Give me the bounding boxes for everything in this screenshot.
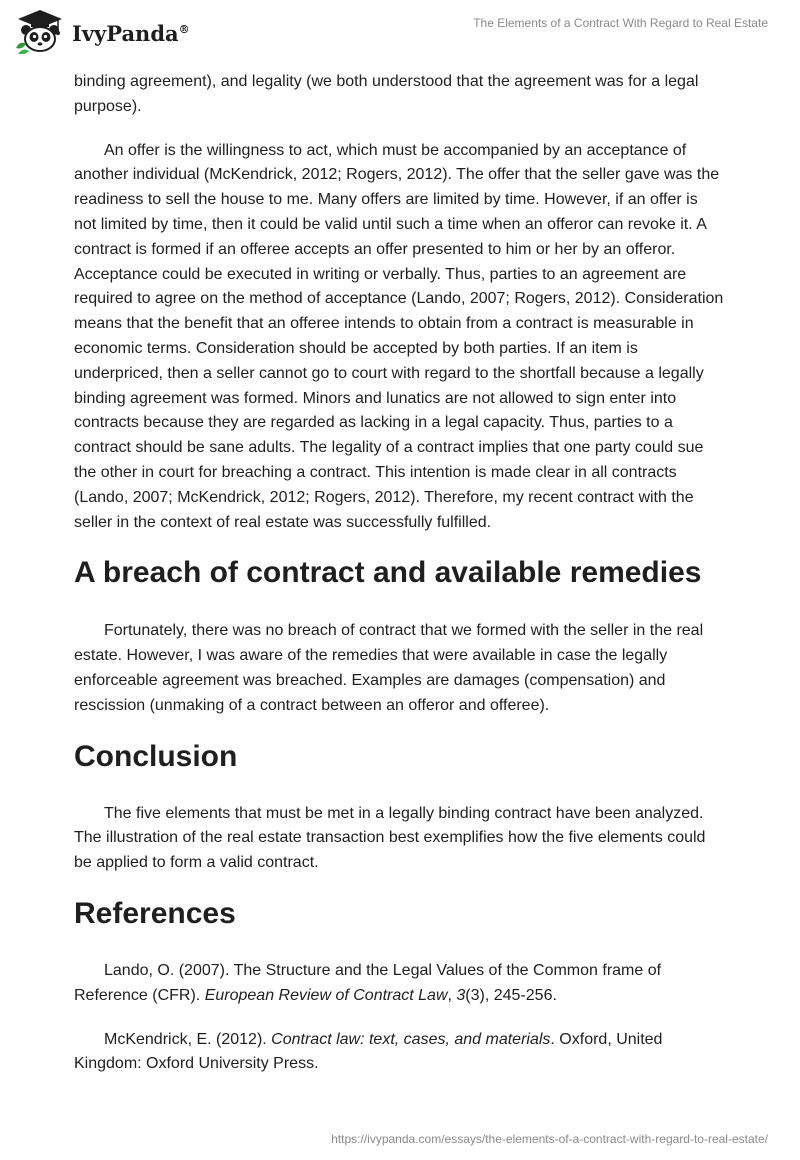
page-header <box>0 0 800 62</box>
reference-publisher: . Oxford, United Kingdom: Oxford University Press. <box>74 1030 663 1073</box>
brand-name: IvyPanda <box>72 20 179 46</box>
heading-breach: A breach of contract and available remedies <box>74 556 702 590</box>
reference-text: McKendrick, E. (2012). <box>104 1030 272 1048</box>
book-title: Contract law: text, cases, and materials <box>271 1030 551 1048</box>
reference-lando <box>74 959 724 1009</box>
ivypanda-logo[interactable] <box>14 8 190 54</box>
registered-mark: ® <box>178 22 190 36</box>
paragraph-conclusion: The five elements that must be met in a legally binding contract have been analyzed. The illustration of the real estate transaction best exemplifies how the five elements could be applied to form a valid contract. <box>74 804 706 872</box>
journal-volume: 3 <box>456 986 466 1004</box>
source-url[interactable]: https://ivypanda.com/essays/the-elements-of-a-contract-with-regard-to-real-estate/ <box>331 1132 768 1146</box>
reference-separator: , <box>447 986 457 1004</box>
paragraph-breach: Fortunately, there was no breach of contract that we formed with the seller in the real estate. However, I was aware of the remedies that were available in case the legally enforceable agreement was breached. Examples are damages (compensation) and rescission (unmaking of a contract between an offeror and offeree). <box>74 622 704 714</box>
essay-body <box>74 70 724 1077</box>
reference-pages: (3), 245-256. <box>465 986 557 1004</box>
document-title: The Elements of a Contract With Regard to Real Estate <box>473 16 768 30</box>
panda-graduate-icon <box>14 8 66 54</box>
heading-conclusion: Conclusion <box>74 739 238 773</box>
reference-text: Lando, O. (2007). The Structure and the Legal Values of the Common frame of Reference (CFR). <box>74 961 662 1004</box>
reference-mckendrick <box>74 1028 724 1078</box>
paragraph-continued: binding agreement), and legality (we both understood that the agreement was for a legal purpose). <box>74 73 699 115</box>
journal-title: European Review of Contract Law <box>204 986 448 1004</box>
heading-references: References <box>74 896 236 930</box>
paragraph-offer: An offer is the willingness to act, which must be accompanied by an acceptance of another individual (McKendrick, 2012; Rogers, 2012). The offer that the seller gave was the readiness to sell the house to me. Many offers are limited by time. However, if an offer is not limited by time, then it could be valid until such a time when an offeror can revoke it. A contract is formed if an offeree accepts an offer presented to him or her by an offeror. Acceptance could be executed in writing or verbally. Thus, parties to an agreement are required to agree on the method of acceptance (Lando, 2007; Rogers, 2012). Consideration means that the benefit that an offeree intends to obtain from a contract is measurable in economic terms. Consideration should be accepted by both parties. If an item is underpriced, then a seller cannot go to court with regard to the shortfall because a legally binding agreement was formed. Minors and lunatics are not allowed to sign enter into contracts because they are regarded as lacking in a legal capacity. Thus, parties to a contract should be sane adults. The legality of a contract implies that one party could sue the other in court for breaching a contract. This intention is made clear in all contracts (Lando, 2007; McKendrick, 2012; Rogers, 2012). Therefore, my recent contract with the seller in the context of real estate was successfully fulfilled. <box>74 141 724 531</box>
